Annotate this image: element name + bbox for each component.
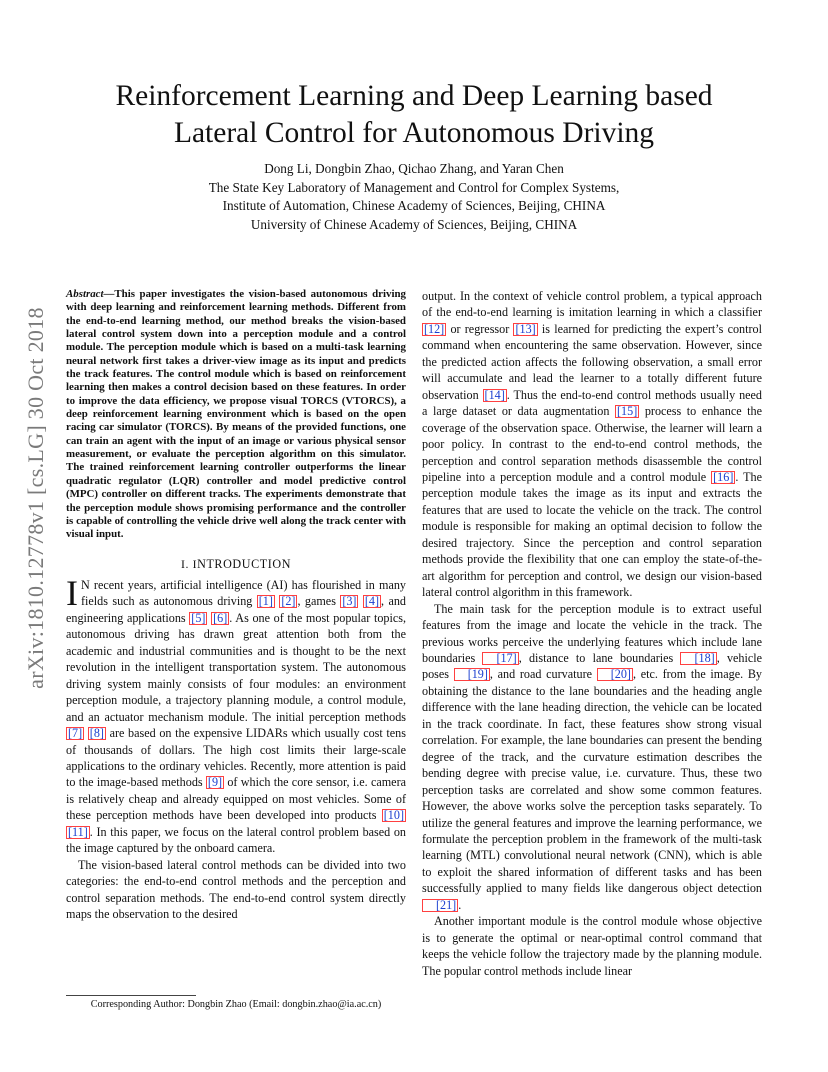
arxiv-sidebar: [18, 288, 54, 708]
title-line-1: Reinforcement Learning and Deep Learning based: [115, 80, 713, 112]
paper-title: [40, 78, 788, 152]
affiliation-3: University of Chinese Academy of Sciences, Beijing, CHINA: [250, 216, 578, 232]
section-title-initial: I: [192, 556, 198, 571]
text-span: .: [458, 897, 462, 912]
text-span: . Thus the end-to-end control methods usually need a large dataset or data augmentation: [422, 387, 762, 419]
citation-link[interactable]: [8]: [89, 726, 104, 741]
intro-paragraph-2: The vision-based lateral control methods can be divided into two categories: the end-to-end control methods and the perception and control separation methods. The end-to-end control system directly maps the observation to the desired: [66, 857, 406, 922]
text-span: . In this paper, we focus on the lateral control problem based on the image captured by the onboard camera.: [66, 824, 406, 856]
abstract-text: —This paper investigates the vision-based autonomous driving with deep learning and reinforcement learning methods. Different from the end-to-end learning method, our method breaks the vision-based lateral control system down into a perception module and a control module. The perception module which is based on a multi-task learning neural network first takes a driver-view image as its input and predicts the track features. The control module which is based on reinforcement learning then makes a control decision based on these features. In order to improve the data efficiency, we propose visual TORCS (VTORCS), a deep reinforcement learning environment which is based on the open racing car simulator (TORCS). By means of the provided functions, one can train an agent with the input of an image or various physical sensor measurement, or evaluate the perception algorithm on this simulator. The trained reinforcement learning controller outperforms the linear quadratic regulator (LQR) controller and model predictive control (MPC) controller on different tracks. The experiments demonstrate that the perception module shows promising performance and the controller is capable of controlling the vehicle drive well along the track center with visual input.: [66, 288, 406, 541]
citation-link[interactable]: [15]: [617, 404, 638, 419]
text-span: , distance to lane boundaries: [518, 650, 681, 665]
footnote-corresponding-author: Corresponding Author: Dongbin Zhao (Email: dongbin.zhao@ia.ac.cn): [90, 999, 382, 1010]
citation-link[interactable]: [6]: [213, 610, 228, 625]
section-title-rest: NTRODUCTION: [197, 556, 292, 571]
text-span: is learned for predicting the expert’s control command when encountering the same observation. However, since the predicted action affects the following observation, a small error will accumulate and lead the learner to a totally different future observation: [422, 321, 762, 402]
citation-link[interactable]: [20]: [597, 668, 633, 681]
drop-cap: I: [66, 572, 78, 613]
citation-link[interactable]: [3]: [342, 594, 357, 609]
text-span: . The perception module takes the image as its input and extracts the features that are used to locate the vehicle on the track. The control module is responsible for making an optimal decision to follow the desired trajectory. Since the perception and control separation methods provide the flexibility that one can employ the state-of-the-art algorithm for perception and control, we design our vision-based lateral control algorithm in this framework.: [422, 469, 762, 600]
left-column: [66, 288, 406, 923]
citation-link[interactable]: [17]: [482, 652, 518, 665]
text-span: or regressor: [446, 321, 514, 336]
citation-link[interactable]: [1]: [258, 594, 273, 609]
text-span: , and road curvature: [489, 667, 597, 682]
citation-link[interactable]: [11]: [68, 824, 88, 839]
affiliation-2: Institute of Automation, Chinese Academy of Sciences, Beijing, CHINA: [222, 198, 606, 213]
right-column: [422, 288, 762, 979]
citation-link[interactable]: [21]: [422, 899, 458, 912]
text-span: output. In the context of vehicle control problem, a typical approach of the end-to-end learning is imitation learning in which a classifier: [422, 289, 762, 320]
citation-link[interactable]: [18]: [680, 652, 716, 665]
text-span: , etc. from the image. By obtaining the distance to the lane boundaries and the heading angle difference with the lane heading direction, the vehicle can be located in the track coordinate. In fact, these features show strong visual correlation. For example, the lane boundaries can present the bending degree of the track, and the curvature estimation describes the bending degree with precise value, i.e. curvature. Thus, these two perception tasks are correlated and show some common features. However, the above works solve the perception tasks separately. To utilize the general features and improve the learning performance, we formulate the perception problem in the framework of the multi-task learning (MTL) convolutional neural network (CNN), which is able to exploit the shared information of different tasks and has been successfully applied to many fields like dangerous object detection: [422, 667, 762, 896]
citation-link[interactable]: [5]: [191, 610, 206, 625]
author-names: Dong Li, Dongbin Zhao, Qichao Zhang, and Yaran Chen: [264, 161, 564, 176]
footnote-divider: [66, 995, 196, 996]
text-span: are based on the expensive LIDARs which usually cost tens of thousands of dollars. The high cost limits their large-scale applications to the ordinary vehicles. Recently, more attention is paid to the image-based methods: [66, 726, 406, 790]
citation-link[interactable]: [14]: [484, 387, 505, 402]
title-line-2: Lateral Control for Autonomous Driving: [173, 117, 655, 149]
citation-link[interactable]: [7]: [68, 726, 83, 741]
text-span: . As one of the most popular topics, autonomous driving has drawn great attention both from the academic and industrial communities and is thought to be the next revolution in the intelligent transportation system. The autonomous driving system mainly consists of four modules: an environment perception module, a trajectory planning module, a control module, and an actuator mechanism module. The initial perception methods: [66, 610, 406, 724]
citation-link[interactable]: [10]: [383, 808, 404, 823]
citation-link[interactable]: [4]: [364, 594, 380, 609]
affiliation-1: The State Key Laboratory of Management and Control for Complex Systems,: [208, 179, 620, 195]
text-span: N recent years, artificial intelligence (AI) has flourished in many fields such as autonomous driving: [81, 577, 406, 609]
citation-link[interactable]: [13]: [515, 321, 536, 336]
text-span: , vehicle poses: [422, 650, 763, 682]
right-paragraph-1: [422, 288, 762, 601]
citation-link[interactable]: [9]: [207, 775, 223, 790]
right-paragraph-2: [422, 601, 762, 914]
citation-link[interactable]: [2]: [281, 594, 296, 609]
text-span: The main task for the perception module is to extract useful features from the image and locate the vehicle in the track. The previous works perceive the underlying features which include lane boundaries: [422, 601, 762, 665]
citation-link[interactable]: [12]: [424, 321, 445, 336]
intro-paragraph-1: [66, 572, 406, 857]
arxiv-identifier: arXiv:1810.12778v1 [cs.LG] 30 Oct 2018: [23, 307, 48, 689]
text-span: , and engineering applications: [66, 594, 406, 625]
citation-link[interactable]: [19]: [454, 668, 490, 681]
citation-link[interactable]: [16]: [713, 469, 734, 484]
text-span: of which the core sensor, i.e. camera is relatively cheap and already equipped on most vehicles. Some of these perception methods have been developed into products: [66, 775, 406, 823]
right-paragraph-3: Another important module is the control module whose objective is to generate the optimal or near-optimal control command that keeps the vehicle follow the trajectory made by the planning module. The popular control methods include linear: [422, 914, 762, 978]
text-span: process to enhance the coverage of the observation space. Otherwise, the learner will learn a poor policy. In contrast to the end-to-end control methods, the perception and control separation methods disassemble the control pipeline into a perception module and a control module: [422, 404, 763, 484]
abstract-label: Abstract: [66, 288, 104, 300]
section-heading-introduction: [66, 556, 406, 572]
text-span: , games: [297, 594, 341, 609]
author-block: [40, 160, 788, 234]
section-number: I.: [180, 556, 193, 571]
abstract: [66, 288, 406, 542]
